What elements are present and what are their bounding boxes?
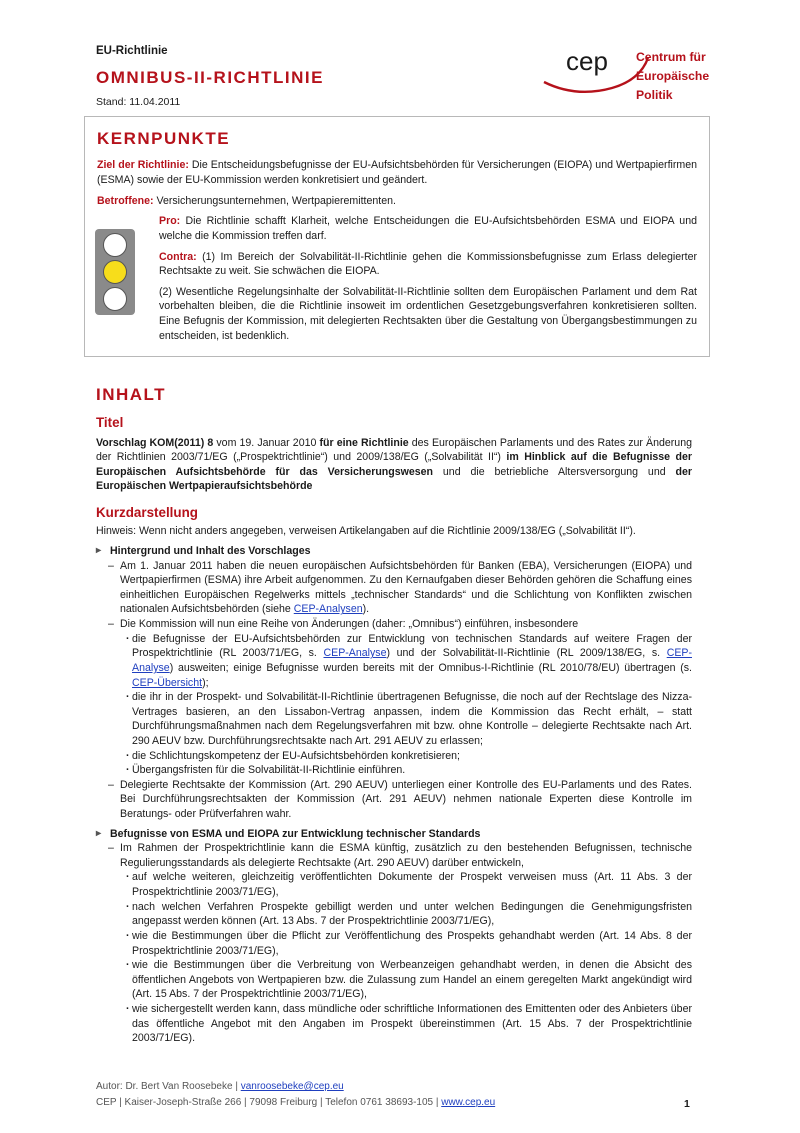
green-light-icon bbox=[103, 287, 127, 311]
hintergrund-item-2: – Die Kommission will nun eine Reihe von Änderungen (daher: „Omnibus“) einführen, insbesondere bbox=[96, 617, 692, 632]
befugnisse-dot-3: · wie die Bestimmungen über die Pflicht zur Veröffentlichung des Prospekts gehandhabt werden (Art. 14 Abs. 8 der Prospektrichtlinie 2003/71/EG), bbox=[96, 929, 692, 958]
page-number: 1 bbox=[684, 1098, 690, 1110]
omnibus-item-4: · Übergangsfristen für die Solvabilität-II-Richtlinie einführen. bbox=[96, 763, 692, 778]
contra-text: (1) Im Bereich der Solvabilität-II-Richtlinie gehen die Kommissionsbefugnisse zum Erlass delegierter Rechtsakte zu weit. Sie schwächen die EIOPA. bbox=[159, 250, 697, 278]
omnibus-item-1-a: die Befugnisse der EU-Aufsichtsbehörden zur Entwicklung von technischen Standards auf weitere Fragen der Prospektrichtlinie (RL 2003/71/EG, s. bbox=[132, 632, 692, 660]
contra-paragraph bbox=[159, 250, 697, 279]
yellow-light-icon bbox=[103, 260, 127, 284]
logo-org-name bbox=[636, 48, 736, 105]
logo-line-2: Europäische Politik bbox=[636, 68, 710, 102]
befugnisse-dot-1: · auf welche weiteren, gleichzeitig veröffentlichten Dokumente der Prospekt verweisen muss (Art. 11 Abs. 3 der Prospektrichtlinie 2003/71/EG), bbox=[96, 870, 692, 899]
website-link[interactable]: www.cep.eu bbox=[441, 1096, 496, 1108]
doc-date: Stand: 11.04.2011 bbox=[96, 96, 181, 109]
pro-text: Die Richtlinie schafft Klarheit, welche Entscheidungen die EU-Aufsichtsbehörden ESMA und EIOPA und welche die Kommission treffen darf. bbox=[159, 215, 697, 242]
ziel-paragraph bbox=[97, 158, 697, 187]
page-footer bbox=[96, 1079, 692, 1110]
footer-author-line bbox=[96, 1079, 692, 1095]
titel-part-4: des Europäischen Parlaments und des Rates zur Änderung der Richtlinien 2003/71/EG („Prospektrichtlinie“) und 2009/138/EG („Solvabilität II“) bbox=[96, 436, 692, 464]
titel-part-6: und die betriebliche Altersversorgung und bbox=[433, 465, 676, 478]
hintergrund-item-1-end: ). bbox=[362, 603, 370, 616]
omnibus-item-1-c: ) ausweiten; einige Befugnisse wurden bereits mit der Omnibus-I-Richtlinie (RL 2010/78/EU) übertragen (s. bbox=[169, 661, 692, 674]
befugnisse-item-1: – Im Rahmen der Prospektrichtlinie kann die ESMA künftig, zusätzlich zu den bestehenden Befugnissen, technische Regulierungsstandards als delegierte Rechtsakte (Art. 290 AEUV) darüber entwickeln, bbox=[96, 841, 692, 870]
omnibus-item-3: · die Schlichtungskompetenz der EU-Aufsichtsbehörden konkretisieren; bbox=[96, 749, 692, 764]
contra-label: Contra: bbox=[159, 250, 197, 263]
titel-paragraph bbox=[96, 436, 692, 494]
titel-part-3: für eine Richtlinie bbox=[319, 436, 409, 449]
hintergrund-item-3: – Delegierte Rechtsakte der Kommission (Art. 290 AEUV) unterliegen einer Kontrolle des EU-Parlaments und des Rates. Bei Durchführungsrechtsakten der Kommission (Art. 291 AEUV) nehmen nationale Experten diese Kontrolle im Beratungs- oder Prüfverfahren wahr. bbox=[96, 778, 692, 822]
titel-part-7: der Europäischen Wertpapieraufsichtsbehörde bbox=[96, 465, 692, 493]
inhalt-title: INHALT bbox=[96, 385, 167, 404]
cep-analyse-link-2[interactable]: CEP-Analyse bbox=[132, 647, 692, 674]
titel-part-1: Vorschlag KOM(2011) 8 bbox=[96, 436, 214, 449]
footer-author: Autor: Dr. Bert Van Roosebeke | bbox=[96, 1081, 241, 1092]
befugnisse-dot-5: · wie sichergestellt werden kann, dass mündliche oder schriftliche Informationen des Emittenten oder des Anbieters über das öffentliche Angebot mit den Angaben im Prospekt übereinstimmen (Art. 15 Abs. 7 der Prospektrichtlinie 2003/71/EG). bbox=[96, 1002, 692, 1046]
cep-analyse-link-1[interactable]: CEP-Analyse bbox=[323, 647, 387, 660]
titel-heading: Titel bbox=[96, 415, 124, 430]
doc-title: OMNIBUS-II-RICHTLINIE bbox=[96, 67, 324, 87]
document-header bbox=[96, 44, 736, 114]
pro-label: Pro: bbox=[159, 215, 181, 228]
logo-wordmark: cep bbox=[566, 46, 608, 76]
omnibus-item-2: · die ihr in der Prospekt- und Solvabilität-II-Richtlinie übertragenen Befugnisse, die noch auf der Rechtslage des Nizza-Vertrages basieren, an den Lissabon-Vertrag anpassen, indem die Kommission das Recht erhält, – statt Durchführungsmaßnahmen nach dem Regelungsverfahren mit bzw. ohne Kontrolle – delegierte Rechtsakte nach Art. 290 AEUV bzw. Durchführungsrechtsakte nach Art. 291 AEUV zu erlassen; bbox=[96, 690, 692, 748]
hintergrund-item-1-text: Am 1. Januar 2011 haben die neuen europäischen Aufsichtsbehörden für Banken (EBA), Versicherungen (EIOPA) und Wertpapierfirmen (ESMA) ihre Arbeit aufgenommen. Zu den Kernaufgaben dieser Behörden gehören die Schaffung eines einheitlichen Europäischen Regelwerks mittels „technischer Standards“ und die Schlichtung von Konflikten zwischen nationalen Aufsichtsbehörden (siehe bbox=[120, 559, 692, 616]
footer-address-line bbox=[96, 1095, 692, 1111]
section-hintergrund-title: ▸ Hintergrund und Inhalt des Vorschlages bbox=[96, 544, 692, 559]
red-light-icon bbox=[103, 233, 127, 257]
betroffene-label: Betroffene: bbox=[97, 194, 154, 207]
logo-line-1: Centrum für bbox=[636, 50, 706, 64]
cep-uebersicht-link[interactable]: CEP-Übersicht bbox=[132, 676, 203, 689]
titel-part-2: vom 19. Januar 2010 bbox=[213, 436, 320, 449]
traffic-light-icon bbox=[95, 229, 135, 315]
footer-address: CEP | Kaiser-Joseph-Straße 266 | 79098 Freiburg | Telefon 0761 38693-105 | bbox=[96, 1096, 442, 1108]
omnibus-item-1 bbox=[96, 632, 692, 690]
inhalt-content bbox=[96, 414, 692, 1046]
titel-part-5: im Hinblick auf die Befugnisse der Europäischen Aufsichtsbehörde für das Versicherungswesen bbox=[96, 451, 692, 478]
befugnisse-dot-2: · nach welchen Verfahren Prospekte gebilligt werden und unter welchen Bedingungen die Genehmigungsfristen angepasst werden können (Art. 13 Abs. 7 der Prospektrichtlinie 2003/71/EG), bbox=[96, 900, 692, 929]
author-email-link[interactable]: vanroosebeke@cep.eu bbox=[240, 1081, 344, 1092]
omnibus-item-1-b: ) und der Solvabilität-II-Richtlinie (RL 2009/138/EG, s. bbox=[386, 647, 667, 660]
befugnisse-dot-4: · wie die Bestimmungen über die Verbreitung von Werbeanzeigen gehandhabt werden, in denen die Absicht des öffentlichen Angebots von Wertpapieren bzw. die Zulassung zum Handel an einem geregelten Markt angekündigt wird (Art. 15 Abs. 7 der Prospektrichtlinie 2003/71/EG), bbox=[96, 958, 692, 1002]
ziel-text: Die Entscheidungsbefugnisse der EU-Aufsichtsbehörden für Versicherungen (EIOPA) und Wertpapierfirmen (ESMA) sowie der EU-Kommission werden konkretisiert und geändert. bbox=[97, 159, 698, 187]
doc-type: EU-Richtlinie bbox=[96, 45, 168, 57]
hintergrund-item-1 bbox=[96, 559, 692, 617]
section-befugnisse-title: ▸ Befugnisse von ESMA und EIOPA zur Entwicklung technischer Standards bbox=[96, 827, 692, 842]
betroffene-paragraph bbox=[97, 194, 697, 209]
hinweis-paragraph: Hinweis: Wenn nicht anders angegeben, verweisen Artikelangaben auf die Richtlinie 2009/138/EG („Solvabilität II“). bbox=[96, 525, 636, 538]
contra-2-paragraph: (2) Wesentliche Regelungsinhalte der Solvabilität-II-Richtlinie sollten dem Europäischen Parlament und dem Rat vorbehalten bleiben, die die Richtlinie insoweit im ordentlichen Gesetzgebungsverfahren konkretisieren sollten. Eine Befugnis der Kommission, mit delegierten Rechtsakten über die Gestaltung von Übergangsbestimmungen zu entscheiden, ist bedenklich. bbox=[159, 285, 697, 342]
kernpunkte-box bbox=[84, 116, 710, 357]
pro-paragraph bbox=[159, 214, 697, 243]
kurzdarstellung-heading: Kurzdarstellung bbox=[96, 504, 198, 520]
cep-analysen-link[interactable]: CEP-Analysen bbox=[293, 603, 363, 616]
ziel-label: Ziel der Richtlinie: bbox=[97, 159, 189, 172]
kernpunkte-title: KERNPUNKTE bbox=[97, 129, 231, 148]
omnibus-item-1-d: ); bbox=[202, 676, 209, 689]
betroffene-text: Versicherungsunternehmen, Wertpapieremittenten. bbox=[156, 194, 396, 207]
